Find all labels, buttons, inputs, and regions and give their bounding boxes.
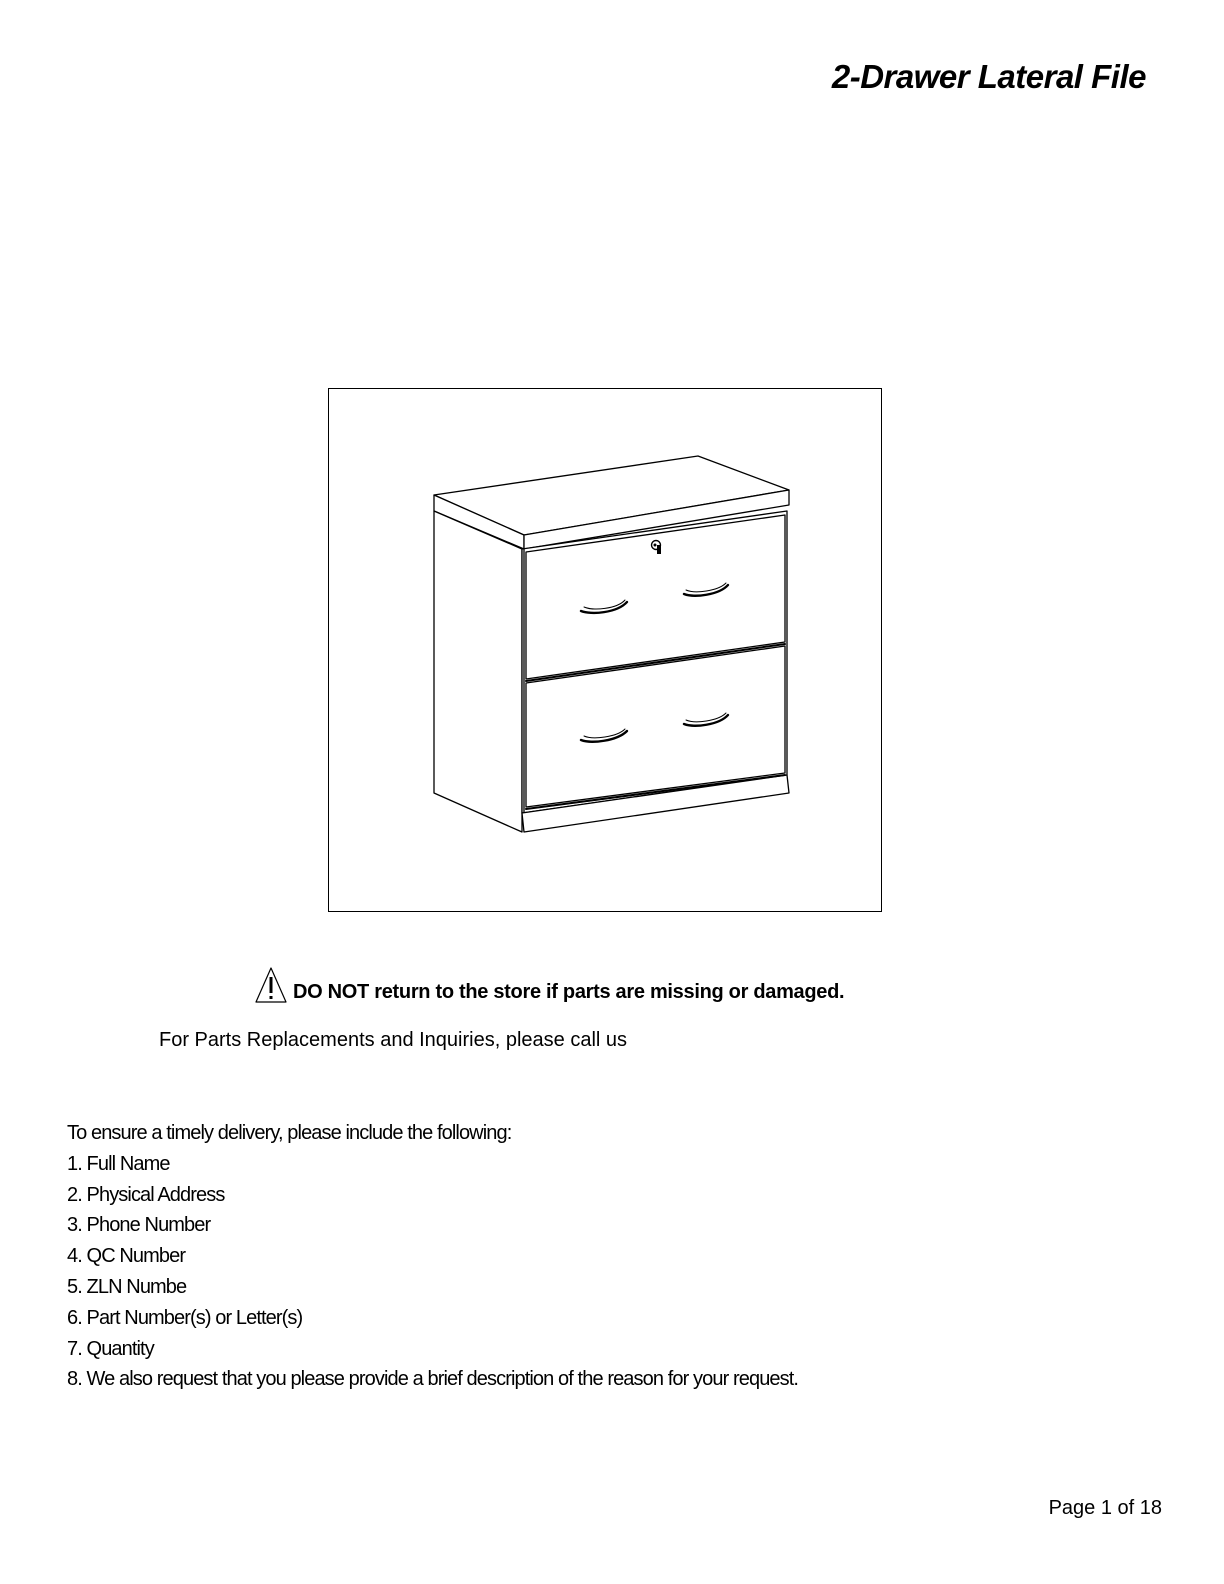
list-item: 6. Part Number(s) or Letter(s) <box>67 1306 303 1329</box>
list-item: 4. QC Number <box>67 1245 186 1268</box>
list-item: 7. Quantity <box>67 1337 154 1360</box>
product-figure <box>328 388 882 912</box>
lateral-file-cabinet-illustration <box>329 389 883 913</box>
list-item: 3. Phone Number <box>67 1214 211 1237</box>
instructions-list <box>67 1149 798 1395</box>
warning-text: DO NOT return to the store if parts are missing or damaged. <box>293 981 845 1003</box>
warning-triangle-icon <box>254 966 288 1004</box>
list-item: 8. We also request that you please provide a brief description of the reason for your request. <box>67 1368 799 1391</box>
parts-inquiry-line: For Parts Replacements and Inquiries, please call us <box>159 1029 628 1051</box>
list-item: 5. ZLN Numbe <box>67 1275 187 1298</box>
instructions-intro: To ensure a timely delivery, please include the following: <box>67 1122 512 1144</box>
document-title: 2-Drawer Lateral File <box>831 58 1146 95</box>
delivery-instructions <box>67 1118 798 1395</box>
list-item: 1. Full Name <box>67 1152 170 1175</box>
warning-notice <box>254 964 844 1004</box>
list-item: 2. Physical Address <box>67 1183 225 1206</box>
page-number: Page 1 of 18 <box>1048 1497 1162 1519</box>
